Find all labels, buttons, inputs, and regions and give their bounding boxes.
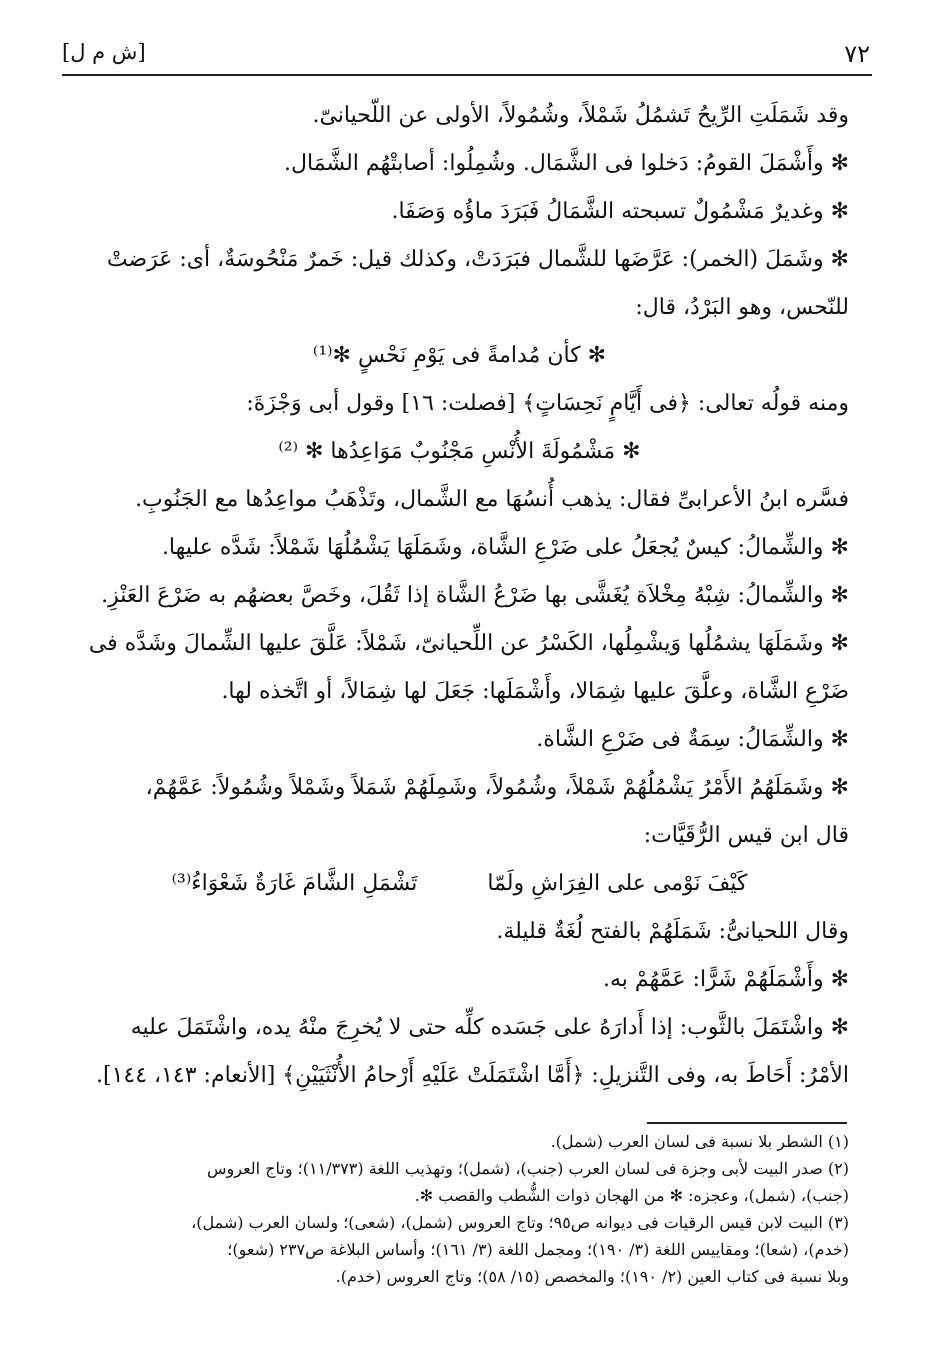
- paragraph: ✻ واشْتَمَلَ بالثَّوب: إذا أَدارَهُ على جَسَده كلِّه حتى لا يُخرِجَ منْهُ يده، واشْتَمَلَ عليه: [130, 1015, 849, 1040]
- paragraph: ✻ وشَمَلَهُمُ الأَمْرُ يَشْمُلُهُمْ شَمْلاً، وشُمُولاً، وشَمِلَهُمْ شَمَلاً وشَمْلاً وشُمُولاً: عَمَّهُمْ،: [145, 775, 849, 800]
- paragraph: ✻ وأَشْمَلَهُمْ شَرًّا: عَمَّهُمْ به.: [603, 967, 849, 992]
- verse-line: ✻ مَشْمُولَةَ الأُنْسِ مَجْنُوبٌ مَوَاعِدُها ✻ ⁽²⁾: [278, 439, 641, 464]
- paragraph: ✻ وغديرٌ مَشْمُولٌ تسبحته الشَّمَالُ فَبَرَدَ ماؤُه وَصَفَا.: [391, 199, 849, 224]
- footnote-continuation: (خدم)، (شعا)؛ ومقاييس اللغة (٣/ ١٩٠)؛ ومجمل اللغة (٣/ ١٦١)؛ وأساس البلاغة ص٢٣٧ (شعو)؛: [227, 1240, 849, 1259]
- verse-first-hemistich: كَيْفَ نَوْمى على الفِرَاشِ ولَمّا: [487, 871, 748, 896]
- paragraph: ✻ وشَمَلَ (الخمر): عَرَّضَها للشَّمال فبَرَدَتْ، وكذلك قيل: خَمرٌ مَنْحُوسَةٌ، أى: عَرَضتْ: [106, 247, 849, 272]
- paragraph: ✻ والشِّمالُ: شِبْهُ مِخْلاَة يُغَشَّى بها ضَرْعُ الشَّاة إذا ثَقُلَ، وخَصَّ بعضهُم به ضَرْعَ العَنْزِ.: [101, 583, 849, 608]
- header-rule: [62, 74, 872, 76]
- footnote-rule: [647, 1122, 847, 1124]
- paragraph: ✻ وشَمَلَهَا يشمُلُها وَيشْمِلُها، الكَسْرُ عن اللِّحيانىّ، شَمْلاً: عَلَّقَ عليها الشِّمالَ وشَدَّه فى: [88, 631, 849, 656]
- paragraph: ✻ والشِّمالُ: كيسٌ يُجعَلُ على ضَرْعِ الشَّاة، وشَمَلَهَا يَشْمُلُهَا شَمْلاً: شَدَّه عليها.: [161, 535, 849, 560]
- footnote: (٢) صدر البيت لأبى وجزة فى لسان العرب (جنب)، (شمل)؛ وتهذيب اللغة (١١/٣٧٣)؛ وتاج العروس: [206, 1159, 849, 1178]
- page-header: [62, 40, 870, 74]
- footnotes: [70, 1128, 849, 1290]
- root-heading: [ش م ل]: [62, 40, 146, 64]
- paragraph: فسَّره ابنُ الأعرابىِّ فقال: يذهب أُنسُهَا مع الشَّمال، وتَذْهَبُ مواعِدُها مع الجَنُوبِ.: [135, 487, 849, 512]
- paragraph: ✻ والشِّمَالُ: سِمَةٌ فى ضَرْعِ الشَّاة.: [536, 727, 849, 752]
- paragraph: ✻ وأَشْمَلَ القومُ: دَخلوا فى الشَّمَال. وشُمِلُوا: أصابتْهُم الشَّمَال.: [284, 151, 849, 176]
- paragraph-continuation: قال ابن قيس الرُّقَيَّات:: [643, 823, 849, 848]
- verse-second-hemistich: تَشْمَلِ الشَّامَ غَارَةٌ شَعْوَاءُ⁽³⁾: [171, 871, 418, 896]
- verse-couplet: [70, 860, 849, 908]
- footnote-continuation: وبلا نسبة فى كتاب العين (٢/ ١٩٠)؛ والمخصص (١٥/ ٥٨)؛ وتاج العروس (خدم).: [335, 1267, 849, 1286]
- paragraph-continuation: للنّحس، وهو البَرْدُ، قال:: [635, 295, 849, 320]
- paragraph-continuation: الأمْرُ: أَحَاطَ به، وفى التَّنزيلِ: ﴿أَمَّا اشْتَمَلَتْ عَلَيْهِ أَرْحامُ الأُنْثَيَيْنِ﴾ [الأنعام: ١٤٣، ١٤٤].: [95, 1063, 849, 1088]
- main-text: [70, 92, 849, 1100]
- paragraph: ومنه قولُه تعالى: ﴿فى أَيَّامٍ نَحِسَاتٍ﴾ [فصلت: ١٦] وقول أبى وَجْزَةَ:: [246, 391, 849, 416]
- page-number: ٧٢: [844, 40, 870, 68]
- paragraph: وقال اللحيانىُّ: شَمَلَهُمْ بالفتح لُغَةٌ قليلة.: [496, 919, 849, 944]
- footnote: (٣) البيت لابن قيس الرقيات فى ديوانه ص٩٥؛ وتاج العروس (شمل)، (شعى)؛ ولسان العرب (شمل)،: [191, 1213, 849, 1232]
- verse-line: ✻ كأن مُدامةً فى يَوْمِ نَحْسٍ ✻⁽¹⁾: [312, 343, 607, 368]
- paragraph: وقد شَمَلَتِ الرِّيحُ تَشمُلُ شَمْلاً، وشُمُولاً، الأولى عن اللّحيانىّ.: [312, 103, 849, 128]
- footnote: (١) الشطر بلا نسبة فى لسان العرب (شمل).: [550, 1132, 849, 1151]
- paragraph-continuation: ضَرْعِ الشَّاة، وعلَّقَ عليها شِمَالا، وأَشْمَلَها: جَعَلَ لها شِمَالاً، أو اتَّخذه لها.: [221, 679, 849, 704]
- footnote-continuation: (جنب)، (شمل)، وعجزه: ✻ من الهجان ذوات الشُّطب والقصب ✻.: [414, 1186, 849, 1205]
